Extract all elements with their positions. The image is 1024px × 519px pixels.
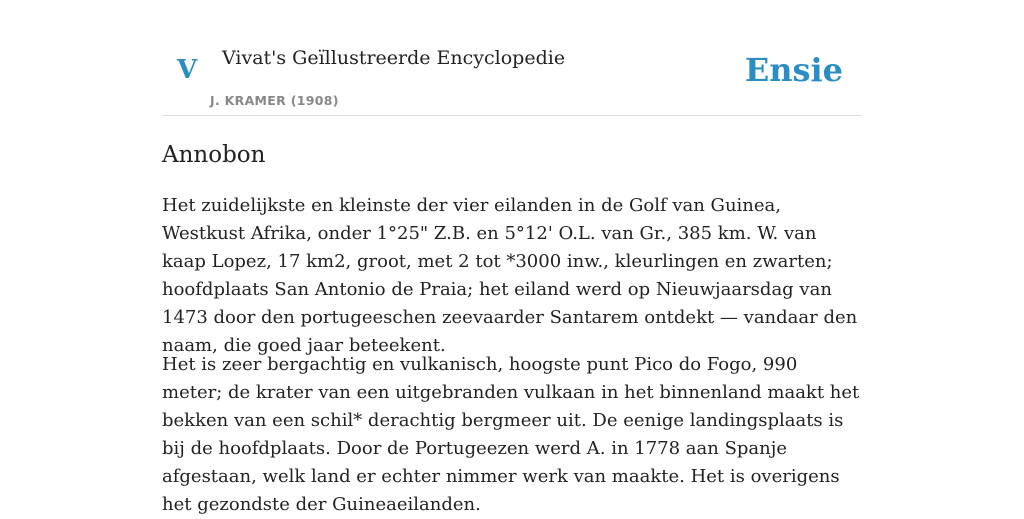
- encyclopedia-title-link[interactable]: Vivat's Geïllustreerde Encyclopedie: [222, 47, 566, 69]
- entry-paragraph-1: Het zuidelijkste en kleinste der vier eilanden in de Golf van Guinea, Westkust Afrika, onder 1°25" Z.B. en 5°12' O.L. van Gr., 385 km. W. van kaap Lopez, 17 km2, groot, met 2 tot *3000 inw., kleurlingen en zwarten; hoofdplaats San Antonio de Praia; het eiland werd op Nieuwjaarsdag van 1473 door den portugeeschen zeevaarder Santarem ontdekt — vandaar den naam, die goed jaar beteekent.: [162, 195, 858, 356]
- encyclopedia-logo[interactable]: V: [177, 55, 198, 85]
- ensie-brand-logo[interactable]: Ensie: [744, 51, 843, 89]
- encyclopedia-author: J. KRAMER (1908): [210, 93, 339, 108]
- page: [162, 0, 862, 515]
- encyclopedia-header: [162, 0, 862, 116]
- entry-paragraph-2: Het is zeer bergachtig en vulkanisch, hoogste punt Pico do Fogo, 990 meter; de krater van een uitgebranden vulkaan in het binnenland maakt het bekken van een schil* derachtig bergmeer uit. De eenige landingsplaats is bij de hoofdplaats. Door de Portugeezen werd A. in 1778 aan Spanje afgestaan, welk land er echter nimmer werk van maakte. Het is overigens het gezondste der Guineaeilanden.: [162, 354, 860, 515]
- entry-title: Annobon: [162, 142, 266, 168]
